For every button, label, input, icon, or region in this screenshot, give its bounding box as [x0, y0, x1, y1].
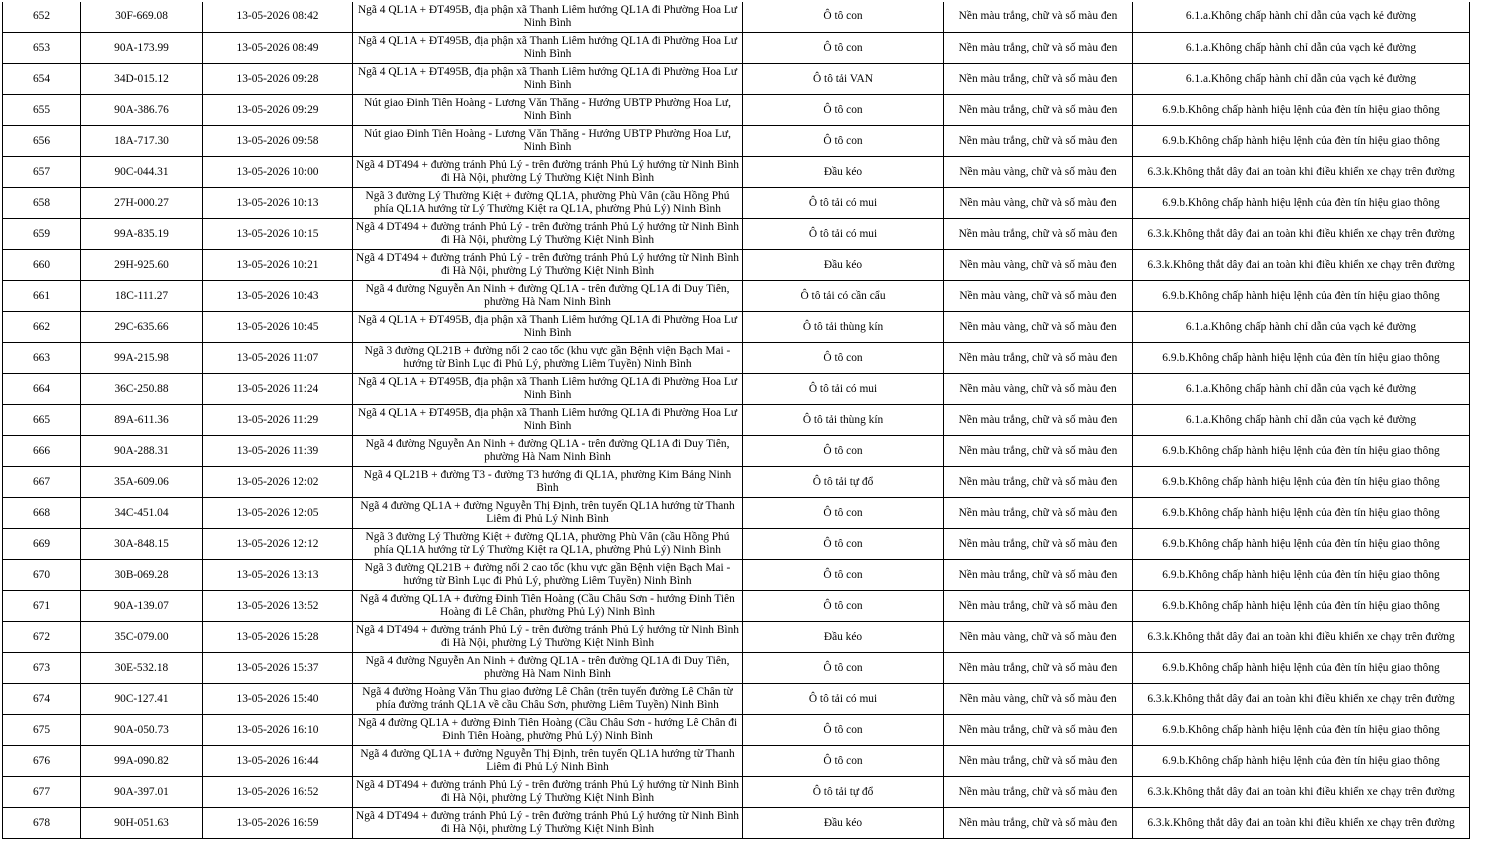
- license-plate-cell: 99A-090.82: [81, 746, 203, 777]
- table-row: [3, 1, 1470, 33]
- table-row: [3, 95, 1470, 126]
- violation-time-cell: 13-05-2026 13:13: [203, 560, 353, 591]
- row-number-cell: 667: [3, 467, 81, 498]
- location-cell: Ngã 4 DT494 + đường tránh Phủ Lý - trên đường tránh Phủ Lý hướng từ Ninh Bình đi Hà Nội, phường Lý Thường Kiệt Ninh Bình: [353, 219, 743, 250]
- table-row: [3, 219, 1470, 250]
- table-row: [3, 157, 1470, 188]
- violation-time-cell: 13-05-2026 16:52: [203, 777, 353, 808]
- table-row: [3, 653, 1470, 684]
- plate-color-cell: Nền màu vàng, chữ và số màu đen: [944, 622, 1133, 653]
- table-row: [3, 312, 1470, 343]
- violation-time-cell: 13-05-2026 10:15: [203, 219, 353, 250]
- violation-description-cell: 6.9.b.Không chấp hành hiệu lệnh của đèn tín hiệu giao thông: [1133, 746, 1470, 777]
- violation-time-cell: 13-05-2026 10:43: [203, 281, 353, 312]
- vehicle-type-cell: Ô tô con: [743, 529, 944, 560]
- row-number-cell: 668: [3, 498, 81, 529]
- vehicle-type-cell: Ô tô con: [743, 1, 944, 33]
- location-cell: Ngã 3 đường QL21B + đường nối 2 cao tốc (khu vực gần Bệnh viện Bạch Mai - hướng từ Bình Lục đi Phủ Lý, phường Liêm Tuyền) Ninh Bình: [353, 343, 743, 374]
- row-number-cell: 661: [3, 281, 81, 312]
- plate-color-cell: Nền màu trắng, chữ và số màu đen: [944, 777, 1133, 808]
- row-number-cell: 657: [3, 157, 81, 188]
- plate-color-cell: Nền màu trắng, chữ và số màu đen: [944, 405, 1133, 436]
- location-cell: Ngã 4 QL1A + ĐT495B, địa phận xã Thanh Liêm hướng QL1A đi Phường Hoa Lư Ninh Bình: [353, 1, 743, 33]
- violation-description-cell: 6.9.b.Không chấp hành hiệu lệnh của đèn tín hiệu giao thông: [1133, 498, 1470, 529]
- violation-description-cell: 6.9.b.Không chấp hành hiệu lệnh của đèn tín hiệu giao thông: [1133, 188, 1470, 219]
- violation-description-cell: 6.9.b.Không chấp hành hiệu lệnh của đèn tín hiệu giao thông: [1133, 95, 1470, 126]
- row-number-cell: 675: [3, 715, 81, 746]
- row-number-cell: 671: [3, 591, 81, 622]
- table-row: [3, 343, 1470, 374]
- location-cell: Ngã 4 đường QL1A + đường Đinh Tiên Hoàng (Cầu Châu Sơn - hướng Đinh Tiên Hoàng đi Lê Chân, phường Phủ Lý) Ninh Bình: [353, 591, 743, 622]
- location-cell: Ngã 4 QL1A + ĐT495B, địa phận xã Thanh Liêm hướng QL1A đi Phường Hoa Lư Ninh Bình: [353, 33, 743, 64]
- location-cell: Ngã 4 đường Nguyễn An Ninh + đường QL1A - trên đường QL1A đi Duy Tiên, phường Hà Nam Ninh Bình: [353, 281, 743, 312]
- violation-time-cell: 13-05-2026 12:05: [203, 498, 353, 529]
- violations-table-body: [3, 1, 1470, 839]
- table-row: [3, 467, 1470, 498]
- license-plate-cell: 90C-127.41: [81, 684, 203, 715]
- license-plate-cell: 29H-925.60: [81, 250, 203, 281]
- location-cell: Ngã 3 đường QL21B + đường nối 2 cao tốc (khu vực gần Bệnh viện Bạch Mai - hướng từ Bình Lục đi Phủ Lý, phường Liêm Tuyền) Ninh Bình: [353, 560, 743, 591]
- violation-description-cell: 6.9.b.Không chấp hành hiệu lệnh của đèn tín hiệu giao thông: [1133, 653, 1470, 684]
- plate-color-cell: Nền màu trắng, chữ và số màu đen: [944, 64, 1133, 95]
- plate-color-cell: Nền màu trắng, chữ và số màu đen: [944, 498, 1133, 529]
- violation-time-cell: 13-05-2026 10:21: [203, 250, 353, 281]
- plate-color-cell: Nền màu trắng, chữ và số màu đen: [944, 467, 1133, 498]
- plate-color-cell: Nền màu vàng, chữ và số màu đen: [944, 188, 1133, 219]
- violation-description-cell: 6.1.a.Không chấp hành chỉ dẫn của vạch kẻ đường: [1133, 312, 1470, 343]
- location-cell: Ngã 4 DT494 + đường tránh Phủ Lý - trên đường tránh Phủ Lý hướng từ Ninh Bình đi Hà Nội, phường Lý Thường Kiệt Ninh Bình: [353, 808, 743, 839]
- vehicle-type-cell: Ô tô con: [743, 343, 944, 374]
- vehicle-type-cell: Ô tô tải có cần cẩu: [743, 281, 944, 312]
- violation-description-cell: 6.9.b.Không chấp hành hiệu lệnh của đèn tín hiệu giao thông: [1133, 126, 1470, 157]
- license-plate-cell: 90A-050.73: [81, 715, 203, 746]
- table-row: [3, 591, 1470, 622]
- plate-color-cell: Nền màu trắng, chữ và số màu đen: [944, 808, 1133, 839]
- row-number-cell: 664: [3, 374, 81, 405]
- row-number-cell: 652: [3, 1, 81, 33]
- violation-time-cell: 13-05-2026 11:07: [203, 343, 353, 374]
- violation-time-cell: 13-05-2026 10:13: [203, 188, 353, 219]
- table-row: [3, 777, 1470, 808]
- vehicle-type-cell: Đầu kéo: [743, 250, 944, 281]
- row-number-cell: 654: [3, 64, 81, 95]
- violation-description-cell: 6.3.k.Không thắt dây đai an toàn khi điều khiển xe chạy trên đường: [1133, 622, 1470, 653]
- vehicle-type-cell: Ô tô con: [743, 498, 944, 529]
- license-plate-cell: 27H-000.27: [81, 188, 203, 219]
- license-plate-cell: 90A-386.76: [81, 95, 203, 126]
- violation-description-cell: 6.1.a.Không chấp hành chỉ dẫn của vạch kẻ đường: [1133, 33, 1470, 64]
- plate-color-cell: Nền màu trắng, chữ và số màu đen: [944, 653, 1133, 684]
- violation-time-cell: 13-05-2026 15:37: [203, 653, 353, 684]
- vehicle-type-cell: Ô tô tải tự đổ: [743, 467, 944, 498]
- violation-time-cell: 13-05-2026 16:44: [203, 746, 353, 777]
- violation-description-cell: 6.9.b.Không chấp hành hiệu lệnh của đèn tín hiệu giao thông: [1133, 591, 1470, 622]
- violation-time-cell: 13-05-2026 09:58: [203, 126, 353, 157]
- row-number-cell: 669: [3, 529, 81, 560]
- violation-time-cell: 13-05-2026 10:45: [203, 312, 353, 343]
- location-cell: Ngã 4 QL1A + ĐT495B, địa phận xã Thanh Liêm hướng QL1A đi Phường Hoa Lư Ninh Bình: [353, 312, 743, 343]
- license-plate-cell: 18A-717.30: [81, 126, 203, 157]
- row-number-cell: 673: [3, 653, 81, 684]
- row-number-cell: 676: [3, 746, 81, 777]
- vehicle-type-cell: Ô tô con: [743, 653, 944, 684]
- vehicle-type-cell: Ô tô con: [743, 436, 944, 467]
- violation-time-cell: 13-05-2026 08:49: [203, 33, 353, 64]
- violation-description-cell: 6.9.b.Không chấp hành hiệu lệnh của đèn tín hiệu giao thông: [1133, 560, 1470, 591]
- violation-time-cell: 13-05-2026 09:28: [203, 64, 353, 95]
- license-plate-cell: 35A-609.06: [81, 467, 203, 498]
- violations-table: [2, 0, 1470, 839]
- violation-time-cell: 13-05-2026 11:39: [203, 436, 353, 467]
- location-cell: Ngã 4 đường Hoàng Văn Thu giao đường Lê Chân (trên tuyến đường Lê Chân từ phía đường tránh QL1A về cầu Châu Sơn, phường Liêm Tuyền) Ninh Bình: [353, 684, 743, 715]
- license-plate-cell: 90H-051.63: [81, 808, 203, 839]
- row-number-cell: 655: [3, 95, 81, 126]
- page-top-edge: [0, 0, 1505, 2]
- vehicle-type-cell: Ô tô tải thùng kín: [743, 405, 944, 436]
- plate-color-cell: Nền màu trắng, chữ và số màu đen: [944, 746, 1133, 777]
- table-row: [3, 281, 1470, 312]
- table-row: [3, 250, 1470, 281]
- license-plate-cell: 30E-532.18: [81, 653, 203, 684]
- location-cell: Ngã 4 DT494 + đường tránh Phủ Lý - trên đường tránh Phủ Lý hướng từ Ninh Bình đi Hà Nội, phường Lý Thường Kiệt Ninh Bình: [353, 250, 743, 281]
- license-plate-cell: 29C-635.66: [81, 312, 203, 343]
- plate-color-cell: Nền màu trắng, chữ và số màu đen: [944, 715, 1133, 746]
- violation-time-cell: 13-05-2026 12:12: [203, 529, 353, 560]
- violation-time-cell: 13-05-2026 16:59: [203, 808, 353, 839]
- plate-color-cell: Nền màu vàng, chữ và số màu đen: [944, 374, 1133, 405]
- violation-description-cell: 6.1.a.Không chấp hành chỉ dẫn của vạch kẻ đường: [1133, 1, 1470, 33]
- row-number-cell: 658: [3, 188, 81, 219]
- license-plate-cell: 34C-451.04: [81, 498, 203, 529]
- row-number-cell: 666: [3, 436, 81, 467]
- location-cell: Ngã 4 QL1A + ĐT495B, địa phận xã Thanh Liêm hướng QL1A đi Phường Hoa Lư Ninh Bình: [353, 405, 743, 436]
- table-row: [3, 808, 1470, 839]
- location-cell: Ngã 4 đường QL1A + đường Nguyễn Thị Định, trên tuyến QL1A hướng từ Thanh Liêm đi Phủ Lý Ninh Bình: [353, 498, 743, 529]
- plate-color-cell: Nền màu trắng, chữ và số màu đen: [944, 1, 1133, 33]
- table-row: [3, 436, 1470, 467]
- plate-color-cell: Nền màu vàng, chữ và số màu đen: [944, 312, 1133, 343]
- location-cell: Ngã 4 DT494 + đường tránh Phủ Lý - trên đường tránh Phủ Lý hướng từ Ninh Bình đi Hà Nội, phường Lý Thường Kiệt Ninh Bình: [353, 777, 743, 808]
- violation-description-cell: 6.1.a.Không chấp hành chỉ dẫn của vạch kẻ đường: [1133, 64, 1470, 95]
- violation-description-cell: 6.9.b.Không chấp hành hiệu lệnh của đèn tín hiệu giao thông: [1133, 281, 1470, 312]
- violation-description-cell: 6.3.k.Không thắt dây đai an toàn khi điều khiển xe chạy trên đường: [1133, 250, 1470, 281]
- vehicle-type-cell: Ô tô tải thùng kín: [743, 312, 944, 343]
- vehicle-type-cell: Đầu kéo: [743, 622, 944, 653]
- license-plate-cell: 90A-288.31: [81, 436, 203, 467]
- table-row: [3, 498, 1470, 529]
- violation-time-cell: 13-05-2026 15:28: [203, 622, 353, 653]
- table-row: [3, 560, 1470, 591]
- table-row: [3, 684, 1470, 715]
- violation-description-cell: 6.9.b.Không chấp hành hiệu lệnh của đèn tín hiệu giao thông: [1133, 467, 1470, 498]
- violation-description-cell: 6.9.b.Không chấp hành hiệu lệnh của đèn tín hiệu giao thông: [1133, 529, 1470, 560]
- location-cell: Nút giao Đinh Tiên Hoàng - Lương Văn Thăng - Hướng UBTP Phường Hoa Lư, Ninh Bình: [353, 95, 743, 126]
- plate-color-cell: Nền màu trắng, chữ và số màu đen: [944, 436, 1133, 467]
- violation-time-cell: 13-05-2026 11:24: [203, 374, 353, 405]
- vehicle-type-cell: Ô tô con: [743, 95, 944, 126]
- table-row: [3, 622, 1470, 653]
- vehicle-type-cell: Đầu kéo: [743, 808, 944, 839]
- vehicle-type-cell: Ô tô tải tự đổ: [743, 777, 944, 808]
- table-row: [3, 33, 1470, 64]
- row-number-cell: 663: [3, 343, 81, 374]
- row-number-cell: 665: [3, 405, 81, 436]
- vehicle-type-cell: Ô tô tải có mui: [743, 219, 944, 250]
- row-number-cell: 678: [3, 808, 81, 839]
- violation-time-cell: 13-05-2026 16:10: [203, 715, 353, 746]
- plate-color-cell: Nền màu trắng, chữ và số màu đen: [944, 343, 1133, 374]
- license-plate-cell: 30F-669.08: [81, 1, 203, 33]
- license-plate-cell: 90A-397.01: [81, 777, 203, 808]
- license-plate-cell: 90A-173.99: [81, 33, 203, 64]
- plate-color-cell: Nền màu trắng, chữ và số màu đen: [944, 529, 1133, 560]
- location-cell: Ngã 4 đường Nguyễn An Ninh + đường QL1A - trên đường QL1A đi Duy Tiên, phường Hà Nam Ninh Bình: [353, 653, 743, 684]
- location-cell: Ngã 4 QL1A + ĐT495B, địa phận xã Thanh Liêm hướng QL1A đi Phường Hoa Lư Ninh Bình: [353, 374, 743, 405]
- plate-color-cell: Nền màu vàng, chữ và số màu đen: [944, 281, 1133, 312]
- vehicle-type-cell: Ô tô con: [743, 560, 944, 591]
- vehicle-type-cell: Ô tô con: [743, 126, 944, 157]
- location-cell: Ngã 4 đường Nguyễn An Ninh + đường QL1A - trên đường QL1A đi Duy Tiên, phường Hà Nam Ninh Bình: [353, 436, 743, 467]
- location-cell: Nút giao Đinh Tiên Hoàng - Lương Văn Thăng - Hướng UBTP Phường Hoa Lư, Ninh Bình: [353, 126, 743, 157]
- license-plate-cell: 89A-611.36: [81, 405, 203, 436]
- location-cell: Ngã 4 đường QL1A + đường Nguyễn Thị Định, trên tuyến QL1A hướng từ Thanh Liêm đi Phủ Lý Ninh Bình: [353, 746, 743, 777]
- license-plate-cell: 18C-111.27: [81, 281, 203, 312]
- row-number-cell: 660: [3, 250, 81, 281]
- row-number-cell: 656: [3, 126, 81, 157]
- vehicle-type-cell: Ô tô tải VAN: [743, 64, 944, 95]
- location-cell: Ngã 3 đường Lý Thường Kiệt + đường QL1A, phường Phù Vân (cầu Hồng Phú phía QL1A hướng từ Lý Thường Kiệt ra QL1A, phường Phủ Lý) Ninh Bình: [353, 188, 743, 219]
- row-number-cell: 659: [3, 219, 81, 250]
- location-cell: Ngã 4 DT494 + đường tránh Phủ Lý - trên đường tránh Phủ Lý hướng từ Ninh Bình đi Hà Nội, phường Lý Thường Kiệt Ninh Bình: [353, 157, 743, 188]
- violation-time-cell: 13-05-2026 09:29: [203, 95, 353, 126]
- plate-color-cell: Nền màu vàng, chữ và số màu đen: [944, 684, 1133, 715]
- violation-time-cell: 13-05-2026 12:02: [203, 467, 353, 498]
- violation-description-cell: 6.3.k.Không thắt dây đai an toàn khi điều khiển xe chạy trên đường: [1133, 219, 1470, 250]
- violation-time-cell: 13-05-2026 11:29: [203, 405, 353, 436]
- location-cell: Ngã 4 đường QL1A + đường Đinh Tiên Hoàng (Cầu Châu Sơn - hướng Lê Chân đi Đinh Tiên Hoàng, phường Phủ Lý) Ninh Bình: [353, 715, 743, 746]
- violation-description-cell: 6.3.k.Không thắt dây đai an toàn khi điều khiển xe chạy trên đường: [1133, 808, 1470, 839]
- row-number-cell: 662: [3, 312, 81, 343]
- plate-color-cell: Nền màu trắng, chữ và số màu đen: [944, 219, 1133, 250]
- plate-color-cell: Nền màu trắng, chữ và số màu đen: [944, 591, 1133, 622]
- plate-color-cell: Nền màu vàng, chữ và số màu đen: [944, 250, 1133, 281]
- violation-description-cell: 6.3.k.Không thắt dây đai an toàn khi điều khiển xe chạy trên đường: [1133, 777, 1470, 808]
- license-plate-cell: 30A-848.15: [81, 529, 203, 560]
- row-number-cell: 672: [3, 622, 81, 653]
- violation-description-cell: 6.1.a.Không chấp hành chỉ dẫn của vạch kẻ đường: [1133, 374, 1470, 405]
- vehicle-type-cell: Ô tô tải có mui: [743, 684, 944, 715]
- license-plate-cell: 30B-069.28: [81, 560, 203, 591]
- license-plate-cell: 99A-215.98: [81, 343, 203, 374]
- location-cell: Ngã 3 đường Lý Thường Kiệt + đường QL1A, phường Phù Vân (cầu Hồng Phú phía QL1A hướng từ Lý Thường Kiệt ra QL1A, phường Phủ Lý) Ninh Bình: [353, 529, 743, 560]
- row-number-cell: 670: [3, 560, 81, 591]
- table-row: [3, 188, 1470, 219]
- table-row: [3, 126, 1470, 157]
- vehicle-type-cell: Đầu kéo: [743, 157, 944, 188]
- row-number-cell: 653: [3, 33, 81, 64]
- vehicle-type-cell: Ô tô con: [743, 33, 944, 64]
- table-row: [3, 529, 1470, 560]
- vehicle-type-cell: Ô tô tải có mui: [743, 188, 944, 219]
- license-plate-cell: 99A-835.19: [81, 219, 203, 250]
- location-cell: Ngã 4 QL21B + đường T3 - đường T3 hướng đi QL1A, phường Kim Bảng Ninh Bình: [353, 467, 743, 498]
- violation-time-cell: 13-05-2026 10:00: [203, 157, 353, 188]
- license-plate-cell: 90A-139.07: [81, 591, 203, 622]
- vehicle-type-cell: Ô tô con: [743, 591, 944, 622]
- plate-color-cell: Nền màu trắng, chữ và số màu đen: [944, 33, 1133, 64]
- plate-color-cell: Nền màu trắng, chữ và số màu đen: [944, 95, 1133, 126]
- location-cell: Ngã 4 DT494 + đường tránh Phủ Lý - trên đường tránh Phủ Lý hướng từ Ninh Bình đi Hà Nội, phường Lý Thường Kiệt Ninh Bình: [353, 622, 743, 653]
- license-plate-cell: 35C-079.00: [81, 622, 203, 653]
- violation-time-cell: 13-05-2026 15:40: [203, 684, 353, 715]
- row-number-cell: 677: [3, 777, 81, 808]
- license-plate-cell: 90C-044.31: [81, 157, 203, 188]
- table-row: [3, 746, 1470, 777]
- violation-description-cell: 6.3.k.Không thắt dây đai an toàn khi điều khiển xe chạy trên đường: [1133, 157, 1470, 188]
- vehicle-type-cell: Ô tô tải có mui: [743, 374, 944, 405]
- license-plate-cell: 34D-015.12: [81, 64, 203, 95]
- table-row: [3, 405, 1470, 436]
- violation-description-cell: 6.9.b.Không chấp hành hiệu lệnh của đèn tín hiệu giao thông: [1133, 343, 1470, 374]
- license-plate-cell: 36C-250.88: [81, 374, 203, 405]
- violation-time-cell: 13-05-2026 08:42: [203, 1, 353, 33]
- plate-color-cell: Nền màu trắng, chữ và số màu đen: [944, 560, 1133, 591]
- violation-description-cell: 6.1.a.Không chấp hành chỉ dẫn của vạch kẻ đường: [1133, 405, 1470, 436]
- plate-color-cell: Nền màu trắng, chữ và số màu đen: [944, 126, 1133, 157]
- row-number-cell: 674: [3, 684, 81, 715]
- violation-description-cell: 6.9.b.Không chấp hành hiệu lệnh của đèn tín hiệu giao thông: [1133, 436, 1470, 467]
- table-row: [3, 374, 1470, 405]
- location-cell: Ngã 4 QL1A + ĐT495B, địa phận xã Thanh Liêm hướng QL1A đi Phường Hoa Lư Ninh Bình: [353, 64, 743, 95]
- table-row: [3, 715, 1470, 746]
- violation-description-cell: 6.9.b.Không chấp hành hiệu lệnh của đèn tín hiệu giao thông: [1133, 715, 1470, 746]
- plate-color-cell: Nền màu vàng, chữ và số màu đen: [944, 157, 1133, 188]
- vehicle-type-cell: Ô tô con: [743, 715, 944, 746]
- violation-time-cell: 13-05-2026 13:52: [203, 591, 353, 622]
- vehicle-type-cell: Ô tô con: [743, 746, 944, 777]
- table-row: [3, 64, 1470, 95]
- violation-description-cell: 6.3.k.Không thắt dây đai an toàn khi điều khiển xe chạy trên đường: [1133, 684, 1470, 715]
